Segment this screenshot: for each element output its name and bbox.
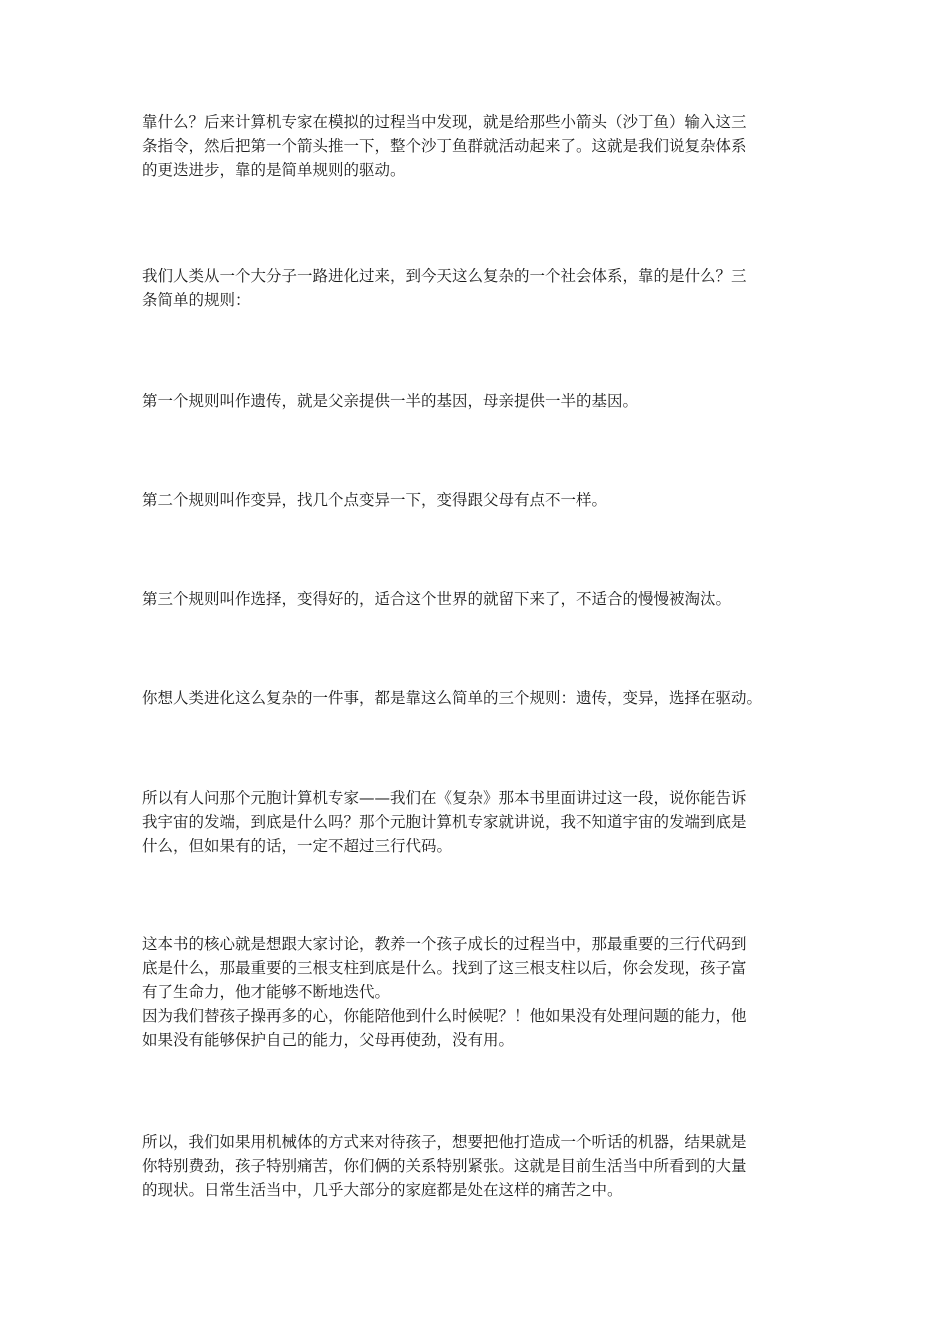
text-line: 你特别费劲，孩子特别痛苦，你们俩的关系特别紧张。这就是目前生活当中所看到的大量 [142, 1157, 747, 1175]
text-line: 靠什么？后来计算机专家在模拟的过程当中发现，就是给那些小箭头（沙丁鱼）输入这三 [142, 113, 747, 131]
paragraph-6 [142, 686, 822, 710]
text-line: 有了生命力，他才能够不断地迭代。 [142, 983, 391, 1001]
text-line: 我宇宙的发端，到底是什么吗？那个元胞计算机专家就讲说，我不知道宇宙的发端到底是 [142, 813, 747, 831]
paragraph-1 [142, 110, 822, 182]
text-line: 底是什么，那最重要的三根支柱到底是什么。找到了这三根支柱以后，你会发现，孩子富 [142, 959, 747, 977]
text-line: 所以有人问那个元胞计算机专家——我们在《复杂》那本书里面讲过这一段，说你能告诉 [142, 789, 747, 807]
text-line: 所以，我们如果用机械体的方式来对待孩子，想要把他打造成一个听话的机器，结果就是 [142, 1133, 747, 1151]
text-line: 如果没有能够保护自己的能力，父母再使劲，没有用。 [142, 1031, 515, 1049]
text-line: 第一个规则叫作遗传，就是父亲提供一半的基因，母亲提供一半的基因。 [142, 392, 639, 410]
paragraph-3 [142, 389, 822, 413]
text-line: 因为我们替孩子操再多的心，你能陪他到什么时候呢？！他如果没有处理问题的能力，他 [142, 1007, 747, 1025]
text-line: 这本书的核心就是想跟大家讨论，教养一个孩子成长的过程当中，那最重要的三行代码到 [142, 935, 747, 953]
text-line: 我们人类从一个大分子一路进化过来，到今天这么复杂的一个社会体系，靠的是什么？三 [142, 267, 747, 285]
text-line: 条指令，然后把第一个箭头推一下，整个沙丁鱼群就活动起来了。这就是我们说复杂体系 [142, 137, 747, 155]
text-line: 第二个规则叫作变异，找几个点变异一下，变得跟父母有点不一样。 [142, 491, 608, 509]
text-line: 条简单的规则： [142, 291, 251, 309]
text-line: 的现状。日常生活当中，几乎大部分的家庭都是处在这样的痛苦之中。 [142, 1181, 623, 1199]
text-line: 的更迭进步，靠的是简单规则的驱动。 [142, 161, 406, 179]
paragraph-8 [142, 932, 822, 1052]
paragraph-9 [142, 1130, 822, 1202]
paragraph-2 [142, 264, 822, 312]
paragraph-4 [142, 488, 822, 512]
text-line: 你想人类进化这么复杂的一件事，都是靠这么简单的三个规则：遗传，变异，选择在驱动。 [142, 689, 763, 707]
paragraph-5 [142, 587, 822, 611]
paragraph-7 [142, 786, 822, 858]
text-line: 什么，但如果有的话，一定不超过三行代码。 [142, 837, 453, 855]
text-line: 第三个规则叫作选择，变得好的，适合这个世界的就留下来了，不适合的慢慢被淘汰。 [142, 590, 732, 608]
